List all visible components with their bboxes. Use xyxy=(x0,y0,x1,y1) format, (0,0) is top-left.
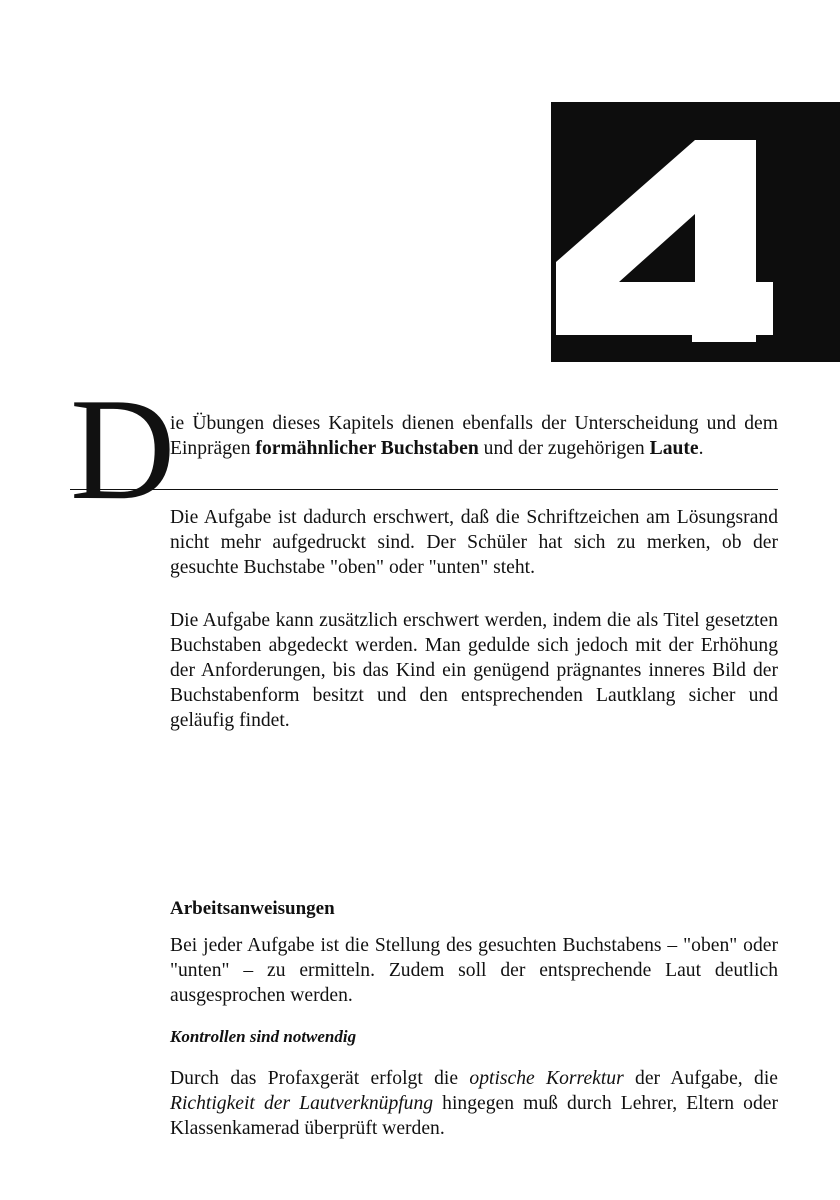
section-heading: Arbeitsanweisungen xyxy=(170,898,335,919)
intro-text-3: . xyxy=(698,438,704,459)
control-italic-2: Richtigkeit der Lautverknüpfung xyxy=(170,1093,434,1114)
intro-text-2: und der zugehörigen xyxy=(478,438,650,459)
section-divider xyxy=(70,489,778,490)
control-text-2: der Aufgabe, die xyxy=(623,1068,778,1089)
body-paragraph-2: Die Aufgabe kann zusätzlich erschwert werden, indem die als Titel gesetzten Buchstaben abgedeckt werden. Man gedulde sich jedoch mit der Erhöhung der Anforderungen, bis das Kind ein genügend prägnantes inneres Bild der Buchstabenform besitzt und den entsprechenden Lautklang sicher und geläufig findet. xyxy=(170,610,778,731)
section-subheading: Kontrollen sind notwendig xyxy=(170,1027,357,1046)
control-paragraph xyxy=(170,1066,778,1141)
chapter-number-graphic xyxy=(551,102,840,362)
chapter-number-box xyxy=(551,102,840,362)
drop-cap: D xyxy=(70,368,176,530)
body-paragraph-1: Die Aufgabe ist dadurch erschwert, daß die Schriftzeichen am Lösungsrand nicht mehr aufgedruckt sind. Der Schüler hat sich zu merken, ob der gesuchte Buchstabe "oben" oder "unten" steht. xyxy=(170,507,778,578)
intro-bold-2: Laute xyxy=(649,438,699,459)
intro-bold-1: formähnlicher Buchstaben xyxy=(255,438,479,459)
control-text-3: hingegen muß durch Lehrer, Eltern oder Klassenkamerad überprüft werden. xyxy=(170,1093,778,1139)
instructions-paragraph: Bei jeder Aufgabe ist die Stellung des gesuchten Buchstabens – "oben" oder "unten" – zu ermitteln. Zudem soll der entsprechende Laut deutlich ausgesprochen werden. xyxy=(170,935,778,1006)
intro-text-1: ie Übungen dieses Kapitels dienen ebenfalls der Unterscheidung und dem Einprägen xyxy=(170,413,778,459)
control-text-1: Durch das Profaxgerät erfolgt die xyxy=(170,1068,470,1089)
control-italic-1: optische Korrektur xyxy=(469,1068,624,1089)
intro-paragraph xyxy=(170,411,778,461)
